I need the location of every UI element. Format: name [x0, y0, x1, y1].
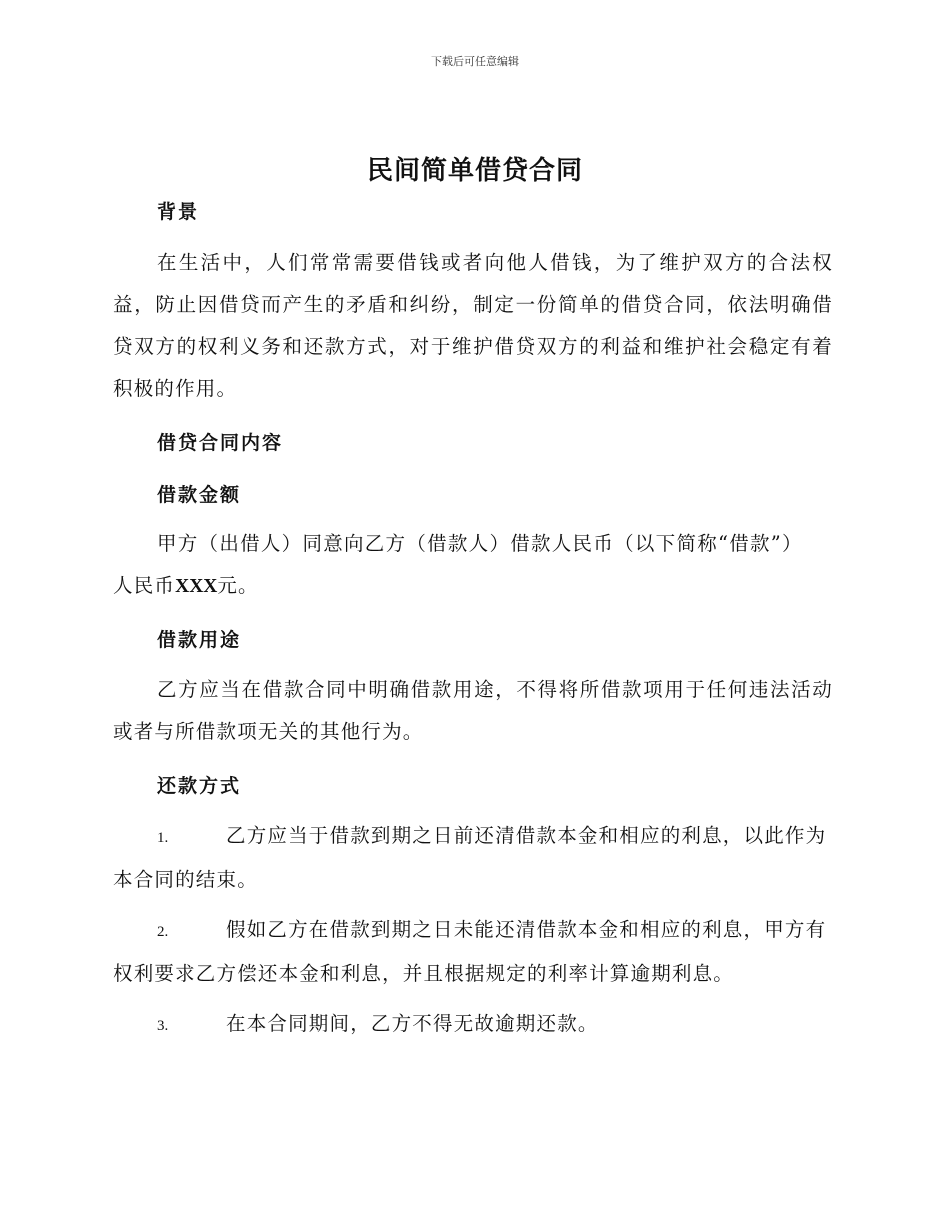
list-number: 1.	[157, 830, 169, 846]
loan-amount-value: XXX	[175, 576, 218, 597]
list-item	[113, 815, 833, 901]
heading-repayment: 还款方式	[157, 775, 242, 797]
list-item	[113, 909, 833, 995]
page-title: 民间简单借贷合同	[366, 156, 583, 186]
header-note: 下载后可任意编辑	[431, 55, 519, 68]
list-text: 在本合同期间，乙方不得无故逾期还款。	[226, 1012, 599, 1035]
list-item	[113, 1003, 833, 1047]
heading-loan-amount: 借款金额	[157, 484, 242, 506]
loan-amount-text-before: 甲方（出借人）同意向乙方（借款人）借款人民币（以下简称“借款”）人民币	[113, 532, 793, 597]
paragraph-loan-amount	[113, 523, 793, 608]
heading-background: 背景	[157, 201, 200, 223]
paragraph-loan-purpose: 乙方应当在借款合同中明确借款用途，不得将所借款项用于任何违法活动或者与所借款项无关的其他行为。	[113, 678, 833, 743]
list-text: 假如乙方在借款到期之日未能还清借款本金和相应的利息，甲方有权利要求乙方偿还本金和利息，并且根据规定的利率计算逾期利息。	[113, 918, 827, 985]
list-text: 乙方应当于借款到期之日前还清借款本金和相应的利息，以此作为本合同的结束。	[113, 824, 827, 891]
paragraph-background: 在生活中，人们常常需要借钱或者向他人借钱，为了维护双方的合法权益，防止因借贷而产生的矛盾和纠纷，制定一份简单的借贷合同，依法明确借贷双方的权利义务和还款方式，对于维护借贷双方的利益和维护社会稳定有着积极的作用。	[113, 251, 833, 400]
loan-amount-text-after: 元。	[217, 574, 259, 597]
heading-contract-content: 借贷合同内容	[157, 432, 284, 454]
heading-loan-purpose: 借款用途	[157, 629, 242, 651]
list-number: 3.	[157, 1018, 169, 1034]
list-number: 2.	[157, 924, 169, 940]
